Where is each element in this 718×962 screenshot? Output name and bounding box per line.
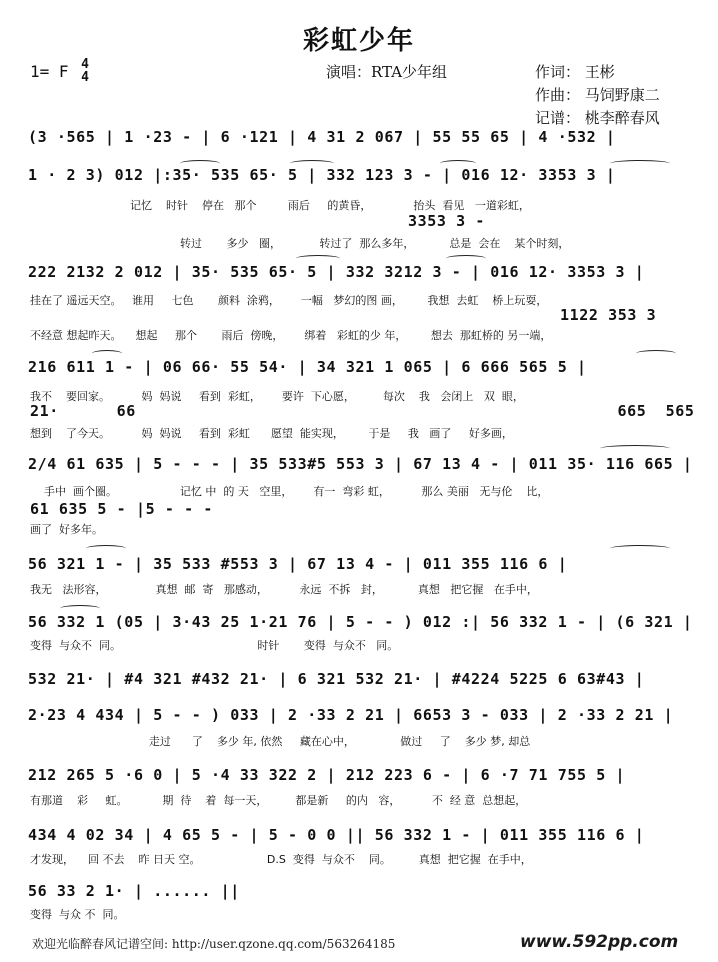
singer: 演唱：RTA少年组	[326, 63, 448, 81]
lyric-line-6a: 我无 法形容， 真想 邮 寄 那感动， 永远 不拆 封， 真想 把它握 在手中，	[30, 583, 538, 596]
meter-top: 4	[81, 57, 89, 72]
score-line-11: 434 4 02 34 | 4 65 5 - | 5 - 0 0 || 56 332 1 - | 011 355 116 6 |	[28, 826, 645, 844]
lyric-line-5a: 手中 画个圈。 记忆 中 的 天 空里， 有一 弯彩 虹， 那么 美丽 无与伦 比，	[44, 485, 549, 498]
lyric-line-5c: 画了 好多年。	[30, 523, 103, 536]
lyric-line-10a: 有那道 彩 虹。 期 待 着 每一天， 都是新 的内 容， 不 经 意 总想起，	[30, 794, 527, 807]
key-signature: 1= F	[30, 62, 69, 81]
score-line-6: 56 321 1 - | 35 533 #553 3 | 67 13 4 - | 011 355 116 6 |	[28, 555, 568, 573]
meter-bottom: 4	[81, 70, 89, 85]
lyric-line-3a: 挂在了 遥远天空。 谁用 七色 颜料 涂鸦， 一幅 梦幻的图 画， 我想 去虹 桥上玩耍，	[30, 294, 548, 307]
score-line-9: 2·23 4 434 | 5 - - ) 033 | 2 ·33 2 21 | 6653 3 - 033 | 2 ·33 2 21 |	[28, 706, 674, 724]
song-title: 彩虹少年	[302, 26, 415, 56]
score-line-3: 222 2132 2 012 | 35· 535 65· 5 | 332 3212 3 - | 016 12· 3353 3 |	[28, 263, 645, 281]
lyric-line-7a: 变得 与众不 同。 时针 变得 与众不 同。	[30, 639, 399, 652]
score-line-2: 1 · 2 3) 012 |:35· 535 65· 5 | 332 123 3 - | 016 12· 3353 3 |	[28, 166, 616, 184]
slur	[446, 255, 486, 262]
score-line-12: 56 33 2 1· | ...... ||	[28, 882, 240, 900]
score-line-4: 216 611 1 - | 06 66· 55 54· | 34 321 1 065 | 6 666 565 5 |	[28, 358, 587, 376]
slur	[440, 160, 476, 167]
score-line-1: (3 ·565 | 1 ·23 - | 6 ·121 | 4 31 2 067 | 55 55 65 | 4 ·532 |	[28, 128, 616, 146]
score-line-3b: 1122 353 3	[560, 306, 657, 324]
score-line-8: 532 21· | #4 321 #432 21· | 6 321 532 21· | #4224 5225 6 63#43 |	[28, 670, 645, 688]
slur	[60, 605, 100, 612]
slur	[636, 350, 676, 357]
score-line-7: 56 332 1 (05 | 3·43 25 1·21 76 | 5 - - ) 012 :| 56 332 1 - | (6 321 |	[28, 613, 693, 631]
slur	[600, 445, 670, 452]
lyric-line-9a: 走过 了 多少 年, 依然 藏在心中， 做过 了 多少 梦, 却总	[30, 735, 531, 748]
time-signature	[78, 58, 92, 84]
lyricist: 作词： 王彬	[535, 63, 615, 81]
score-line-5: 2/4 61 635 | 5 - - - | 35 533#5 553 3 | 67 13 4 - | 011 35· 116 665 |	[28, 455, 693, 473]
slur	[290, 160, 334, 167]
lyric-line-2c: 转过 多少 圈， 转过了 那么多年， 总是 会在 某个时刻，	[180, 237, 570, 250]
slur	[180, 160, 220, 167]
score-line-5b: 61 635 5 - |5 - - -	[30, 500, 213, 518]
composer: 作曲： 马饲野康二	[535, 86, 660, 104]
slur	[92, 350, 122, 357]
lyric-line-12a: 变得 与众 不 同。	[30, 908, 125, 921]
score-line-4b: 21· 66 665 565	[30, 402, 695, 420]
site-brand: www.592pp.com	[520, 932, 679, 952]
lyric-line-2a: 记忆 时针 停在 那个 雨后 的黄昏， 抬头 看见 一道彩虹，	[130, 199, 530, 212]
lyric-line-11a: 才发现， 回 不去 昨 日天 空。 D.S 变得 与众不 同。 真想 把它握 在手中，	[30, 853, 532, 866]
slur	[296, 255, 340, 262]
lyric-line-3c: 不经意 想起昨天。 想起 那个 雨后 傍晚， 绑着 彩虹的少 年， 想去 那虹桥的 另一端，	[30, 329, 552, 342]
score-line-10: 212 265 5 ·6 0 | 5 ·4 33 322 2 | 212 223 6 - | 6 ·7 71 755 5 |	[28, 766, 626, 784]
score-line-2b: 3353 3 -	[408, 212, 486, 230]
footer-note: 欢迎光临醉春风记谱空间: http://user.qzone.qq.com/563264185	[32, 937, 396, 951]
lyric-line-4c: 想到 了今天。 妈 妈说 看到 彩虹 愿望 能实现， 于是 我 画了 好多画，	[30, 427, 513, 440]
slur	[610, 160, 670, 167]
slur	[610, 545, 670, 552]
slur	[86, 545, 126, 552]
transcriber: 记谱： 桃李醉春风	[535, 109, 660, 127]
lyric-line-4a: 我不 要回家。 妈 妈说 看到 彩虹， 要许 下心愿， 每次 我 会闭上 双 眼，	[30, 390, 524, 403]
